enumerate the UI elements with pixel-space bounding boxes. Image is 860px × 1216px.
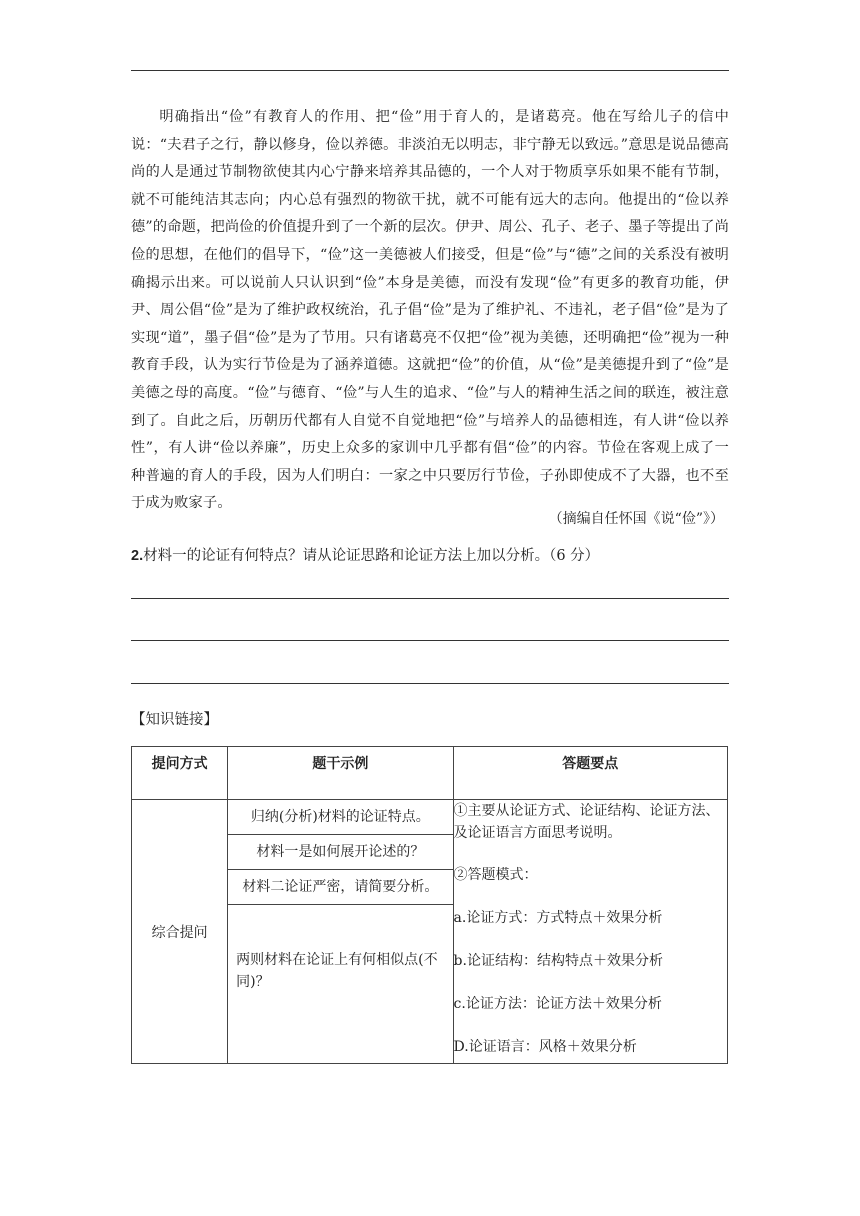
example-item: 两则材料在论证上有何相似点(不同)？ bbox=[236, 952, 438, 990]
header-example: 题干示例 bbox=[228, 747, 453, 800]
example-item: 材料一是如何展开论述的？ bbox=[228, 835, 452, 870]
example-item: 归纳(分析)材料的论证特点。 bbox=[228, 800, 452, 835]
knowledge-link-title: 【知识链接】 bbox=[131, 712, 218, 728]
question-text: 材料一的论证有何特点？请从论证思路和论证方法上加以分析。（6 分） bbox=[143, 548, 600, 564]
answer-point: c.论证方法：论证方法＋效果分析 bbox=[453, 996, 662, 1012]
answer-line-2[interactable] bbox=[131, 640, 729, 641]
passage-text: 明确指出“俭”有教育人的作用、把“俭”用于育人的，是诸葛亮。他在写给儿子的信中说：“夫君子之行，静以修身，俭以养德。非淡泊无以明志，非宁静无以致远。”意思是说品德高尚的人是通过节制物欲使其内心宁静来培养其品德的，一个人对于物质享乐如果不能有节制，就不可能纯洁其志向；内心总有强烈的物欲干扰，就不可能有远大的志向。他提出的“俭以养德”的命题，把尚俭的价值提升到了一个新的层次。伊尹、周公、孔子、老子、墨子等提出了尚俭的思想，在他们的倡导下，“俭”这一美德被人们接受，但是“俭”与“德”之间的关系没有被明确揭示出来。可以说前人只认识到“俭”本身是美德，而没有发现“俭”有更多的教育功能，伊尹、周公倡“俭”是为了维护政权统治，孔子倡“俭”是为了维护礼、不违礼，老子倡“俭”是为了实现“道”，墨子倡“俭”是为了节用。只有诸葛亮不仅把“俭”视为美德，还明确把“俭”视为一种教育手段，认为实行节俭是为了涵养道德。这就把“俭”的价值，从“俭”是美德提升到了“俭”是美德之母的高度。“俭”与德育、“俭”与人生的追求、“俭”与人的精神生活之间的联连，被注意到了。自此之后，历朝历代都有人自觉不自觉地把“俭”与培养人的品德相连，有人讲“俭以养性”，有人讲“俭以养廉”，历史上众多的家训中几乎都有倡“俭”的内容。节俭在客观上成了一种普遍的育人的手段，因为人们明白：一家之中只要厉行节俭，子孙即使成不了大器，也不至于成为败家子。 bbox=[131, 109, 729, 512]
header-rule bbox=[131, 70, 729, 71]
answer-point: ②答题模式： bbox=[453, 867, 538, 883]
answers-cell bbox=[453, 800, 727, 1064]
answer-line-3[interactable] bbox=[131, 683, 729, 684]
question-2 bbox=[131, 545, 599, 567]
category-cell: 综合提问 bbox=[132, 800, 228, 1064]
header-answer-points: 答题要点 bbox=[453, 747, 727, 800]
examples-cell bbox=[228, 800, 453, 1064]
answer-point: a.论证方式：方式特点＋效果分析 bbox=[453, 910, 663, 926]
question-number: 2. bbox=[131, 548, 144, 564]
answer-point: b.论证结构：结构特点＋效果分析 bbox=[453, 953, 663, 969]
header-question-type: 提问方式 bbox=[132, 747, 228, 800]
passage-source: （摘编自任怀国《说“俭”》） bbox=[548, 511, 724, 527]
answer-line-1[interactable] bbox=[131, 598, 729, 599]
answer-point: D.论证语言：风格＋效果分析 bbox=[453, 1039, 637, 1055]
example-item: 材料二论证严密，请简要分析。 bbox=[228, 870, 452, 905]
answer-point: ①主要从论证方式、论证结构、论证方法、及论证语言方面思考说明。 bbox=[453, 803, 720, 841]
knowledge-table bbox=[131, 746, 728, 1064]
